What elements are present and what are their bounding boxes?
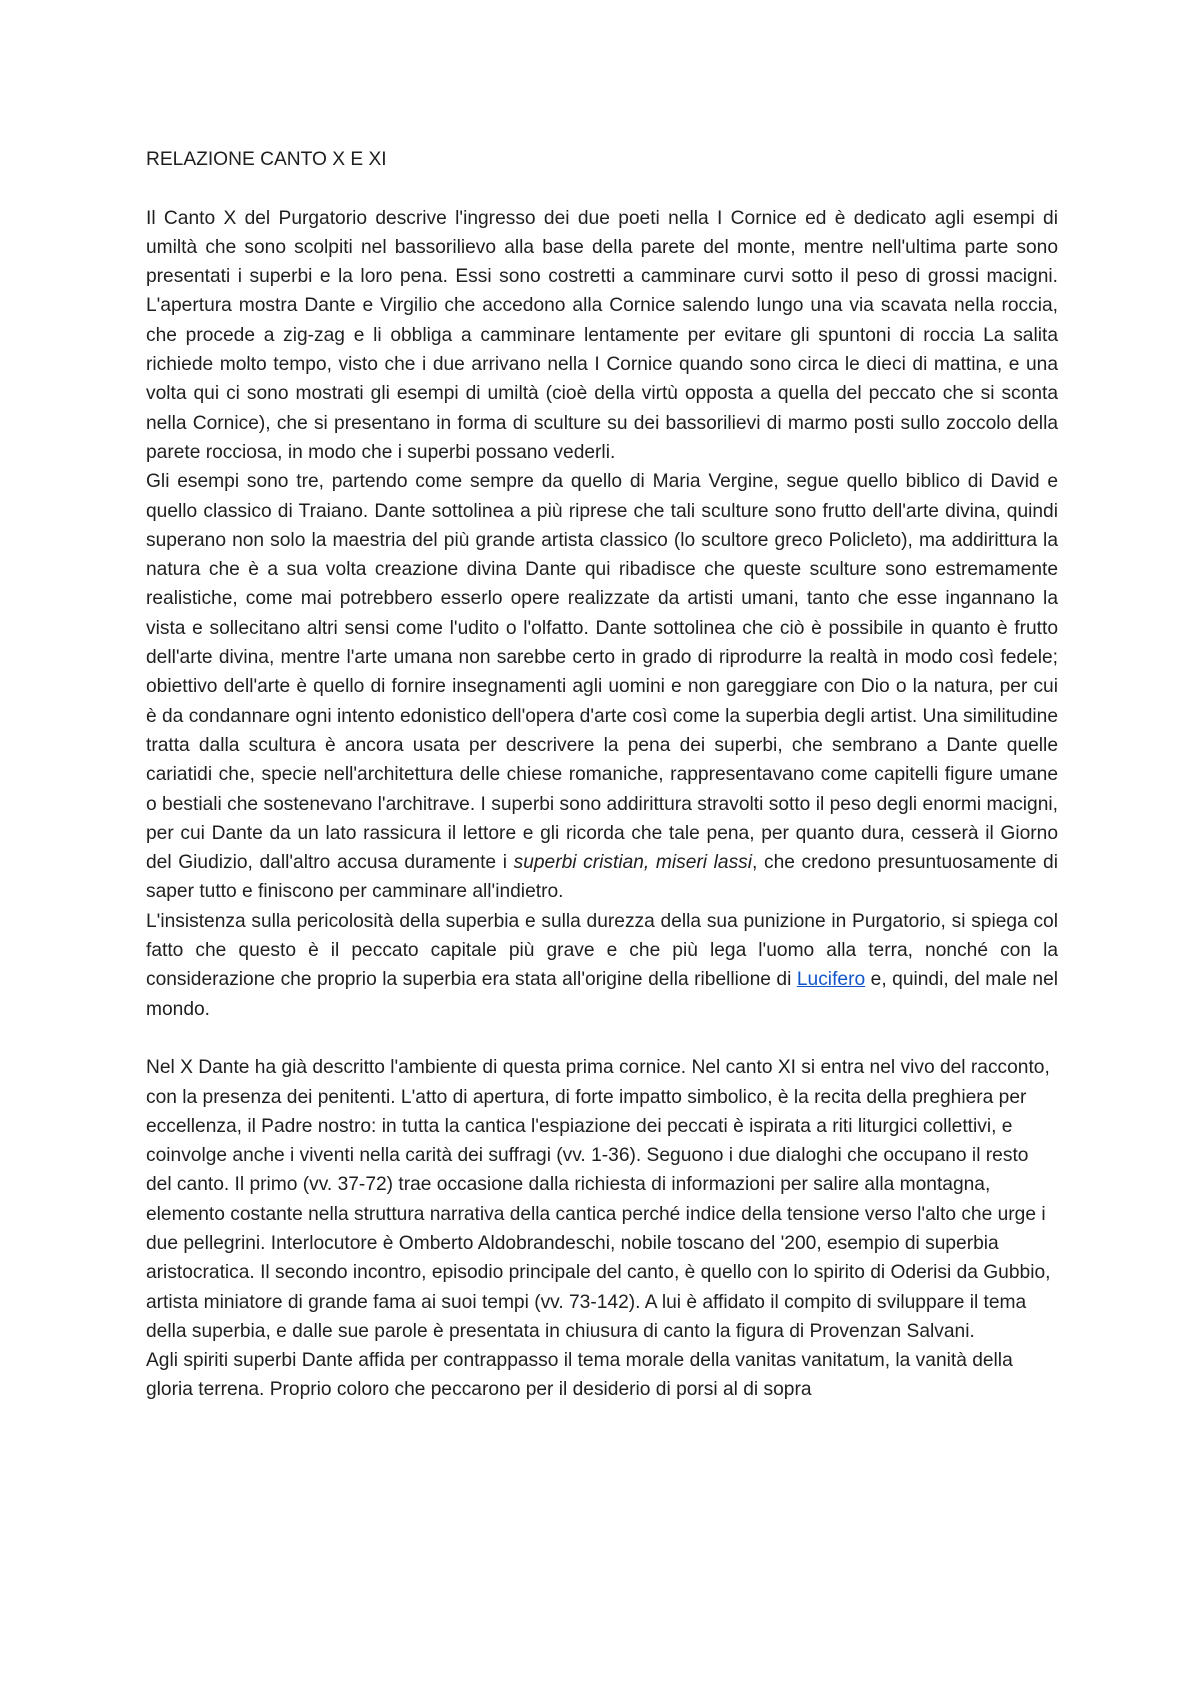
paragraph-text: , che credono presuntuosamente di saper tutto e finiscono per camminare all'indietro. — [146, 852, 1058, 903]
paragraph-text: e, quindi, del male nel mondo. — [146, 969, 1059, 1020]
paragraph-vanitas: Agli spiriti superbi Dante affida per contrappasso il tema morale della vanitas vanitatum, la vanità della gloria terrena. Proprio coloro che peccarono per il desiderio di porsi al di sopra — [146, 1350, 1013, 1401]
paragraph-text: L'insistenza sulla pericolosità della superbia e sulla durezza della sua punizione in Purgatorio, si spiega col fatto che questo è il peccato capitale più grave e che più lega l'uomo alla terra, nonché con la considerazione che proprio la superbia era stata all'origine della ribellione di — [146, 910, 1058, 991]
paragraph-examples — [146, 467, 1058, 906]
document-body — [146, 145, 1058, 1405]
lucifero-link[interactable]: Lucifero — [796, 969, 866, 991]
paragraph-pride-danger — [146, 907, 1058, 1024]
paragraph-canto-xi: Nel X Dante ha già descritto l'ambiente di questa prima cornice. Nel canto XI si entra nel vivo del racconto, con la presenza dei penitenti. L'atto di apertura, di forte impatto simbolico, è la recita della preghiera per eccellenza, il Padre nostro: in tutta la cantica l'espiazione dei peccati è ispirata a riti liturgici collettivi, e coinvolge anche i viventi nella carità dei suffragi (vv. 1-36). Seguono i due dialoghi che occupano il resto del canto. Il primo (vv. 37-72) trae occasione dalla richiesta di informazioni per salire alla montagna, elemento costante nella struttura narrativa della cantica perché indice della tensione verso l'alto che urge i due pellegrini. Interlocutore è Omberto Aldobrandeschi, nobile toscano del '200, esempio di superbia aristocratica. Il secondo incontro, episodio principale del canto, è quello con lo spirito di Oderisi da Gubbio, artista miniatore di grande fama ai suoi tempi (vv. 73-142). A lui è affidato il compito di sviluppare il tema della superbia, e dalle sue parole è presentata in chiusura di canto la figura di Provenzan Salvani. — [146, 1057, 1051, 1342]
paragraph-canto-x-intro: Il Canto X del Purgatorio descrive l'ingresso dei due poeti nella I Cornice ed è dedicato agli esempi di umiltà che sono scolpiti nel bassorilievo alla base della parete del monte, mentre nell'ultima parte sono presentati i superbi e la loro pena. Essi sono costretti a camminare curvi sotto il peso di grossi macigni. L'apertura mostra Dante e Virgilio che accedono alla Cornice salendo lungo una via scavata nella roccia, che procede a zig-zag e li obbliga a camminare lentamente per evitare gli spuntoni di roccia La salita richiede molto tempo, visto che i due arrivano nella I Cornice quando sono circa le dieci di mattina, e una volta qui ci sono mostrati gli esempi di umiltà (cioè della virtù opposta a quella del peccato che si sconta nella Cornice), che si presentano in forma di sculture su dei bassorilievi di marmo posti sullo zoccolo della parete rocciosa, in modo che i superbi possano vederli. — [146, 207, 1058, 463]
italic-quote: superbi cristian, miseri lassi — [513, 852, 753, 874]
document-title: RELAZIONE CANTO X E XI — [146, 149, 387, 170]
paragraph-spacer — [146, 1024, 1058, 1053]
paragraph-text: Gli esempi sono tre, partendo come sempre da quello di Maria Vergine, segue quello biblico di David e quello classico di Traiano. Dante sottolinea a più riprese che tali sculture sono frutto dell'arte divina, quindi superano non solo la maestria del più grande artista classico (lo scultore greco Policleto), ma addirittura la natura che è a sua volta creazione divina Dante qui ribadisce che queste sculture sono estremamente realistiche, come mai potrebbero esserlo opere realizzate da artisti umani, tanto che esse ingannano la vista e sollecitano altri sensi come l'udito o l'olfatto. Dante sottolinea che ciò è possibile in quanto è frutto dell'arte divina, mentre l'arte umana non sarebbe certo in grado di riprodurre la realtà in modo così fedele; obiettivo dell'arte è quello di fornire insegnamenti agli uomini e non gareggiare con Dio o la natura, per cui è da condannare ogni intento edonistico dell'opera d'arte così come la superbia degli artist. Una similitudine tratta dalla scultura è ancora usata per descrivere la pena dei superbi, che sembrano a Dante quelle cariatidi che, specie nell'architettura delle chiese romaniche, rappresentavano come capitelli figure umane o bestiali che sostenevano l'architrave. I superbi sono addirittura stravolti sotto il peso degli enormi macigni, per cui Dante da un lato rassicura il lettore e gli ricorda che tale pena, per quanto dura, cesserà il Giorno del Giudizio, dall'altro accusa duramente i — [146, 471, 1058, 874]
